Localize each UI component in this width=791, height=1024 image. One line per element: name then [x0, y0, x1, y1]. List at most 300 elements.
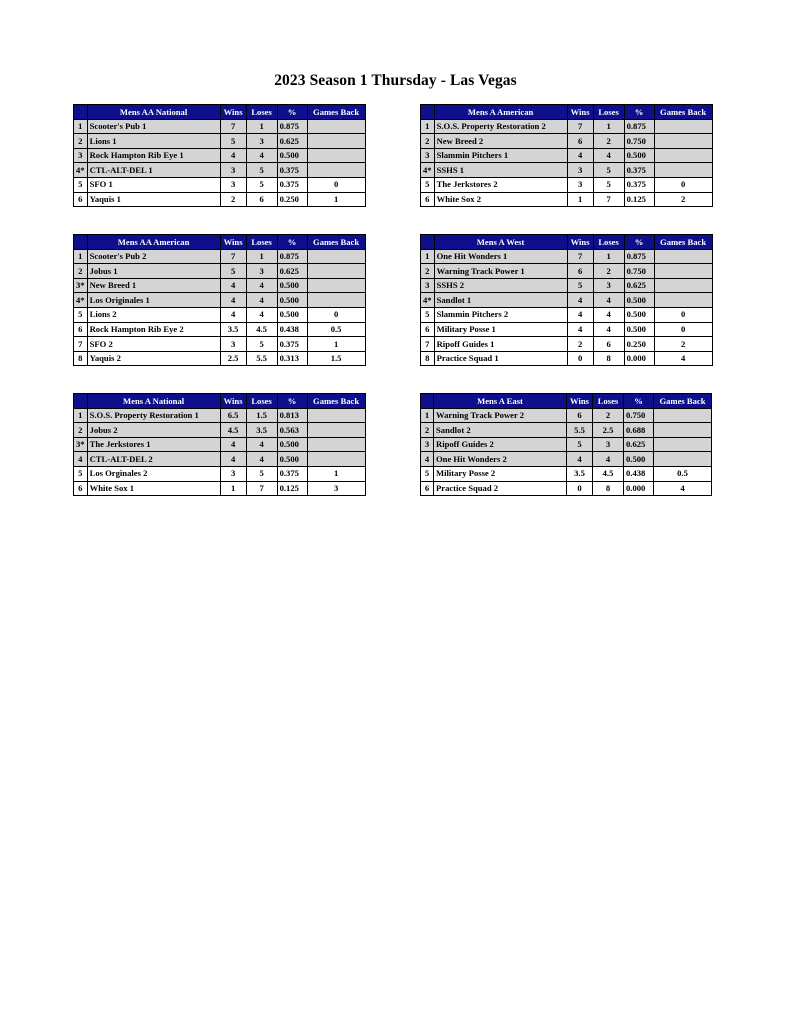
games-back-cell: 0 [654, 322, 712, 337]
table-row [74, 423, 366, 438]
wins-cell: 4 [220, 148, 246, 163]
pct-cell: 0.500 [277, 293, 307, 308]
games-back-cell: 2 [654, 337, 712, 352]
games-back-cell [654, 163, 712, 178]
team-name: Lions 1 [87, 134, 220, 149]
table-row [74, 192, 366, 207]
wins-cell: 2 [567, 337, 593, 352]
pct-cell: 0.625 [277, 264, 307, 279]
team-name: SFO 1 [87, 177, 220, 192]
loses-header: Loses [593, 105, 624, 120]
loses-cell: 4 [246, 452, 277, 467]
header-row [74, 235, 366, 250]
wins-cell: 5 [567, 437, 593, 452]
team-name: Warning Track Power 2 [434, 408, 567, 423]
team-name: CTL-ALT-DEL 2 [87, 452, 220, 467]
games-back-header: Games Back [654, 235, 712, 250]
wins-cell: 4 [567, 452, 593, 467]
standings-table [420, 393, 712, 496]
pct-cell: 0.313 [277, 351, 307, 366]
games-back-cell: 1 [307, 192, 365, 207]
games-back-cell [654, 264, 712, 279]
header-rank-cell [74, 235, 88, 250]
wins-cell: 3.5 [220, 322, 246, 337]
wins-cell: 6 [567, 264, 593, 279]
wins-cell: 7 [567, 119, 593, 134]
loses-cell: 1 [593, 249, 624, 264]
rank-cell: 2 [421, 264, 435, 279]
header-row [74, 394, 366, 409]
games-back-cell: 0 [654, 177, 712, 192]
loses-cell: 3 [593, 278, 624, 293]
division-name: Mens AA National [87, 105, 220, 120]
table-row [74, 481, 366, 496]
games-back-cell: 1.5 [307, 351, 365, 366]
rank-cell: 2 [421, 423, 434, 438]
wins-cell: 3 [220, 177, 246, 192]
division-name: Mens AA American [87, 235, 220, 250]
team-name: Slammin Pitchers 2 [434, 307, 567, 322]
team-name: Ripoff Guides 2 [434, 437, 567, 452]
pct-cell: 0.875 [277, 249, 307, 264]
rank-cell: 5 [421, 177, 435, 192]
loses-cell: 4 [593, 322, 624, 337]
wins-cell: 6 [567, 134, 593, 149]
pct-cell: 0.000 [624, 481, 654, 496]
loses-cell: 1 [593, 119, 624, 134]
pct-cell: 0.250 [277, 192, 307, 207]
games-back-cell [654, 293, 712, 308]
team-name: Lions 2 [87, 307, 220, 322]
games-back-header: Games Back [654, 105, 712, 120]
pct-cell: 0.438 [277, 322, 307, 337]
loses-cell: 4 [246, 148, 277, 163]
loses-cell: 8 [593, 351, 624, 366]
team-name: Rock Hampton Rib Eye 2 [87, 322, 220, 337]
wins-cell: 1 [567, 192, 593, 207]
header-rank-cell [421, 394, 434, 409]
games-back-cell: 0 [654, 307, 712, 322]
wins-cell: 0 [567, 351, 593, 366]
table-row [421, 337, 713, 352]
games-back-header: Games Back [307, 105, 365, 120]
table-row [421, 408, 712, 423]
table-row [421, 452, 712, 467]
loses-cell: 5 [246, 163, 277, 178]
pct-cell: 0.500 [277, 452, 307, 467]
wins-cell: 2 [220, 192, 246, 207]
pct-cell: 0.500 [277, 148, 307, 163]
table-row [74, 278, 366, 293]
team-name: The Jerkstores 1 [87, 437, 220, 452]
rank-cell: 1 [421, 249, 435, 264]
wins-cell: 4 [567, 307, 593, 322]
wins-cell: 5 [220, 264, 246, 279]
loses-cell: 3 [246, 134, 277, 149]
games-back-cell: 0.5 [654, 466, 712, 481]
table-row [74, 452, 366, 467]
team-name: New Breed 2 [434, 134, 567, 149]
table-row [421, 481, 712, 496]
team-name: White Sox 2 [434, 192, 567, 207]
games-back-cell: 4 [654, 351, 712, 366]
rank-cell: 6 [74, 192, 88, 207]
pct-cell: 0.438 [624, 466, 654, 481]
games-back-cell [307, 437, 365, 452]
wins-cell: 4 [220, 307, 246, 322]
games-back-cell [307, 452, 365, 467]
loses-cell: 3.5 [246, 423, 277, 438]
loses-cell: 8 [593, 481, 624, 496]
rank-cell: 5 [74, 307, 88, 322]
division-name: Mens A National [87, 394, 220, 409]
rank-cell: 6 [74, 322, 88, 337]
games-back-cell [654, 278, 712, 293]
games-back-cell [307, 278, 365, 293]
header-row [421, 235, 713, 250]
loses-cell: 4 [593, 148, 624, 163]
loses-cell: 6 [246, 192, 277, 207]
pct-cell: 0.375 [277, 163, 307, 178]
rank-cell: 3* [74, 278, 88, 293]
team-name: Warning Track Power 1 [434, 264, 567, 279]
pct-cell: 0.125 [624, 192, 654, 207]
pct-cell: 0.500 [624, 293, 654, 308]
table-row [421, 264, 713, 279]
pct-cell: 0.500 [624, 148, 654, 163]
team-name: The Jerkstores 2 [434, 177, 567, 192]
rank-cell: 5 [421, 307, 435, 322]
team-name: S.O.S. Property Restoration 2 [434, 119, 567, 134]
loses-cell: 4 [593, 307, 624, 322]
wins-cell: 3 [220, 466, 246, 481]
team-name: One Hit Wonders 1 [434, 249, 567, 264]
team-name: SSHS 1 [434, 163, 567, 178]
games-back-cell [654, 423, 712, 438]
rank-cell: 7 [74, 337, 88, 352]
wins-cell: 4 [220, 278, 246, 293]
header-row [74, 105, 366, 120]
division-name: Mens A East [434, 394, 567, 409]
table-row [421, 192, 713, 207]
team-name: One Hit Wonders 2 [434, 452, 567, 467]
loses-cell: 4 [246, 437, 277, 452]
table-row [421, 148, 713, 163]
pct-cell: 0.125 [277, 481, 307, 496]
rank-cell: 7 [421, 337, 435, 352]
pct-cell: 0.875 [277, 119, 307, 134]
table-row [421, 278, 713, 293]
team-name: Jobus 1 [87, 264, 220, 279]
pct-header: % [624, 235, 654, 250]
wins-header: Wins [567, 235, 593, 250]
loses-cell: 5 [246, 337, 277, 352]
team-name: Slammin Pitchers 1 [434, 148, 567, 163]
wins-cell: 4 [567, 322, 593, 337]
wins-cell: 4 [220, 437, 246, 452]
wins-cell: 7 [567, 249, 593, 264]
pct-cell: 0.750 [624, 408, 654, 423]
table-row [74, 134, 366, 149]
loses-header: Loses [593, 235, 624, 250]
team-name: Los Orginales 2 [87, 466, 220, 481]
wins-cell: 3 [220, 163, 246, 178]
wins-cell: 5.5 [567, 423, 593, 438]
loses-cell: 7 [593, 192, 624, 207]
pct-cell: 0.250 [624, 337, 654, 352]
pct-cell: 0.625 [277, 134, 307, 149]
pct-cell: 0.500 [277, 437, 307, 452]
wins-cell: 6.5 [220, 408, 246, 423]
games-back-cell [654, 148, 712, 163]
wins-cell: 4 [567, 148, 593, 163]
loses-cell: 7 [246, 481, 277, 496]
standings-table [420, 104, 713, 207]
loses-cell: 6 [593, 337, 624, 352]
division-name: Mens A West [434, 235, 567, 250]
games-back-cell: 0 [307, 307, 365, 322]
games-back-cell: 0.5 [307, 322, 365, 337]
wins-cell: 5 [567, 278, 593, 293]
loses-cell: 4.5 [593, 466, 624, 481]
team-name: SSHS 2 [434, 278, 567, 293]
division-name: Mens A American [434, 105, 567, 120]
rank-cell: 3* [74, 437, 88, 452]
loses-cell: 5 [246, 177, 277, 192]
wins-cell: 7 [220, 249, 246, 264]
pct-cell: 0.500 [624, 322, 654, 337]
header-rank-cell [421, 105, 435, 120]
loses-cell: 1 [246, 249, 277, 264]
table-row [74, 177, 366, 192]
team-name: Rock Hampton Rib Eye 1 [87, 148, 220, 163]
standings-table [420, 234, 713, 366]
header-row [421, 394, 712, 409]
loses-cell: 2 [593, 134, 624, 149]
team-name: Yaquis 1 [87, 192, 220, 207]
table-row [421, 177, 713, 192]
loses-cell: 5 [246, 466, 277, 481]
loses-header: Loses [593, 394, 624, 409]
rank-cell: 1 [421, 119, 435, 134]
games-back-cell [654, 437, 712, 452]
pct-cell: 0.375 [624, 177, 654, 192]
loses-cell: 3 [246, 264, 277, 279]
wins-header: Wins [220, 235, 246, 250]
wins-cell: 6 [567, 408, 593, 423]
pct-cell: 0.500 [624, 452, 654, 467]
table-row [421, 134, 713, 149]
team-name: S.O.S. Property Restoration 1 [87, 408, 220, 423]
team-name: Scooter's Pub 1 [87, 119, 220, 134]
table-row [74, 163, 366, 178]
rank-cell: 2 [74, 423, 88, 438]
table-row [74, 437, 366, 452]
table-row [421, 119, 713, 134]
loses-cell: 1 [246, 119, 277, 134]
wins-cell: 4.5 [220, 423, 246, 438]
standings-table [73, 393, 366, 496]
games-back-cell [307, 423, 365, 438]
games-back-cell: 1 [307, 466, 365, 481]
table-row [74, 408, 366, 423]
rank-cell: 1 [74, 408, 88, 423]
loses-cell: 5.5 [246, 351, 277, 366]
pct-cell: 0.750 [624, 264, 654, 279]
table-row [421, 322, 713, 337]
table-row [74, 337, 366, 352]
loses-cell: 5 [593, 163, 624, 178]
pct-header: % [624, 105, 654, 120]
games-back-cell [307, 119, 365, 134]
team-name: Ripoff Guides 1 [434, 337, 567, 352]
rank-cell: 5 [74, 177, 88, 192]
pct-cell: 0.625 [624, 278, 654, 293]
loses-header: Loses [246, 394, 277, 409]
loses-cell: 4 [246, 278, 277, 293]
team-name: Scooter's Pub 2 [87, 249, 220, 264]
wins-cell: 2.5 [220, 351, 246, 366]
pct-cell: 0.688 [624, 423, 654, 438]
team-name: Yaquis 2 [87, 351, 220, 366]
wins-cell: 1 [220, 481, 246, 496]
header-rank-cell [74, 105, 88, 120]
rank-cell: 5 [421, 466, 434, 481]
loses-header: Loses [246, 105, 277, 120]
loses-cell: 5 [593, 177, 624, 192]
table-row [74, 307, 366, 322]
pct-cell: 0.875 [624, 249, 654, 264]
pct-cell: 0.000 [624, 351, 654, 366]
pct-cell: 0.750 [624, 134, 654, 149]
rank-cell: 3 [421, 148, 435, 163]
wins-cell: 4 [220, 293, 246, 308]
games-back-cell [307, 408, 365, 423]
rank-cell: 4 [74, 452, 88, 467]
pct-header: % [624, 394, 654, 409]
loses-cell: 3 [593, 437, 624, 452]
wins-header: Wins [567, 394, 593, 409]
loses-cell: 4 [246, 307, 277, 322]
rank-cell: 4 [421, 452, 434, 467]
team-name: New Breed 1 [87, 278, 220, 293]
loses-cell: 4 [246, 293, 277, 308]
standings-table [73, 104, 366, 207]
pct-cell: 0.375 [277, 177, 307, 192]
rank-cell: 2 [74, 134, 88, 149]
team-name: Sandlot 2 [434, 423, 567, 438]
games-back-cell: 3 [307, 481, 365, 496]
loses-cell: 1.5 [246, 408, 277, 423]
table-row [74, 249, 366, 264]
table-row [74, 148, 366, 163]
team-name: Military Posse 1 [434, 322, 567, 337]
table-row [74, 351, 366, 366]
loses-cell: 2 [593, 264, 624, 279]
games-back-cell: 4 [654, 481, 712, 496]
pct-cell: 0.500 [624, 307, 654, 322]
pct-header: % [277, 235, 307, 250]
rank-cell: 3 [74, 148, 88, 163]
table-row [74, 119, 366, 134]
table-row [421, 351, 713, 366]
games-back-cell: 1 [307, 337, 365, 352]
loses-cell: 2 [593, 408, 624, 423]
wins-cell: 3 [567, 177, 593, 192]
games-back-cell [654, 408, 712, 423]
rank-cell: 8 [74, 351, 88, 366]
pct-cell: 0.625 [624, 437, 654, 452]
games-back-header: Games Back [307, 235, 365, 250]
pct-header: % [277, 105, 307, 120]
games-back-cell [307, 163, 365, 178]
table-row [74, 264, 366, 279]
team-name: Military Posse 2 [434, 466, 567, 481]
rank-cell: 4* [74, 293, 88, 308]
team-name: SFO 2 [87, 337, 220, 352]
games-back-cell [654, 249, 712, 264]
pct-cell: 0.375 [277, 337, 307, 352]
wins-cell: 4 [567, 293, 593, 308]
header-rank-cell [421, 235, 435, 250]
table-row [421, 437, 712, 452]
rank-cell: 6 [421, 481, 434, 496]
games-back-cell [307, 293, 365, 308]
wins-cell: 7 [220, 119, 246, 134]
pct-cell: 0.500 [277, 278, 307, 293]
rank-cell: 1 [74, 249, 88, 264]
pct-cell: 0.563 [277, 423, 307, 438]
loses-cell: 4 [593, 452, 624, 467]
table-row [74, 322, 366, 337]
wins-cell: 5 [220, 134, 246, 149]
games-back-cell [654, 452, 712, 467]
team-name: Los Originales 1 [87, 293, 220, 308]
rank-cell: 4* [421, 163, 435, 178]
team-name: Practice Squad 2 [434, 481, 567, 496]
wins-cell: 0 [567, 481, 593, 496]
wins-cell: 3 [220, 337, 246, 352]
loses-cell: 4.5 [246, 322, 277, 337]
games-back-cell: 2 [654, 192, 712, 207]
table-row [421, 307, 713, 322]
rank-cell: 6 [74, 481, 88, 496]
rank-cell: 2 [74, 264, 88, 279]
team-name: Practice Squad 1 [434, 351, 567, 366]
header-rank-cell [74, 394, 88, 409]
games-back-cell [307, 264, 365, 279]
games-back-cell [307, 134, 365, 149]
rank-cell: 6 [421, 322, 435, 337]
team-name: Sandlot 1 [434, 293, 567, 308]
wins-header: Wins [567, 105, 593, 120]
rank-cell: 3 [421, 437, 434, 452]
loses-header: Loses [246, 235, 277, 250]
games-back-header: Games Back [307, 394, 365, 409]
rank-cell: 6 [421, 192, 435, 207]
pct-cell: 0.875 [624, 119, 654, 134]
wins-cell: 3 [567, 163, 593, 178]
wins-cell: 3.5 [567, 466, 593, 481]
rank-cell: 1 [74, 119, 88, 134]
wins-header: Wins [220, 105, 246, 120]
page-title: 2023 Season 1 Thursday - Las Vegas [274, 72, 517, 89]
table-row [421, 466, 712, 481]
games-back-cell [654, 119, 712, 134]
standings-table [73, 234, 366, 366]
rank-cell: 3 [421, 278, 435, 293]
games-back-header: Games Back [654, 394, 712, 409]
